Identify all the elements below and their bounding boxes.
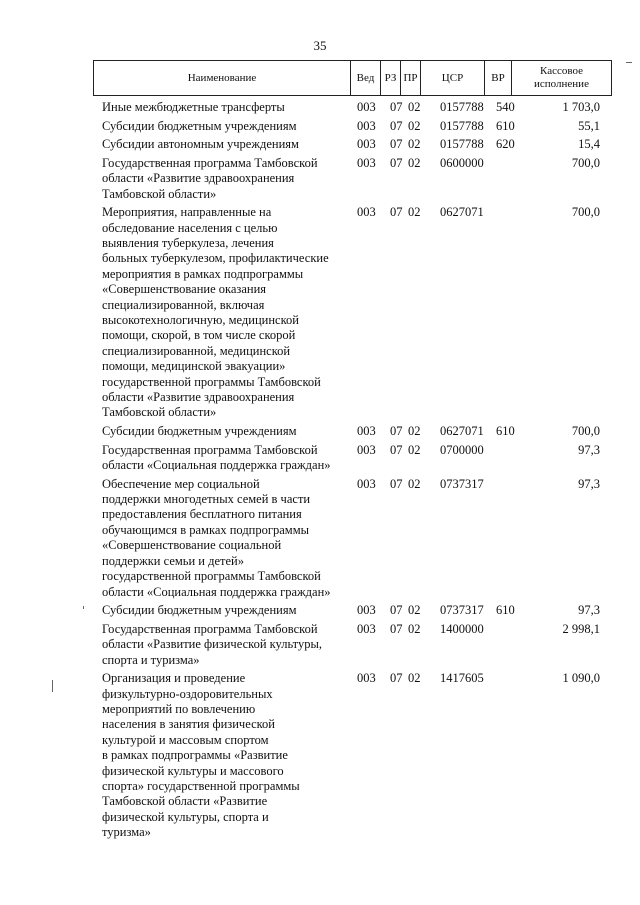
row-name-line: государственной программы Тамбовской — [102, 569, 321, 584]
row-vr: 620 — [496, 137, 515, 152]
row-name-line: помощи, медицинской эвакуации» — [102, 359, 286, 374]
row-cash: 97,3 — [578, 603, 600, 618]
row-name-line: спорта и туризма» — [102, 652, 200, 667]
row-pr: 02 — [408, 118, 421, 133]
row-vr: 610 — [496, 424, 515, 439]
row-name-line: Тамбовской области» — [102, 186, 217, 201]
row-cash: 1 703,0 — [562, 100, 600, 114]
row-name-line: области «Социальная поддержка граждан» — [102, 584, 331, 599]
table-row — [0, 137, 640, 152]
row-name-line: больных туберкулезом, профилактические — [102, 251, 329, 266]
table-row — [0, 156, 640, 202]
row-name-line: «Совершенствование оказания — [102, 282, 267, 297]
table-row — [0, 443, 640, 474]
row-name-line: мероприятия в рамках подпрограммы — [102, 266, 304, 281]
row-ved: 003 — [357, 603, 376, 618]
row-name — [102, 156, 357, 202]
row-name-line: в рамках подпрограммы «Развитие — [102, 748, 288, 763]
row-rz: 07 — [390, 118, 403, 133]
row-csr: 0600000 — [440, 155, 484, 170]
row-pr: 02 — [408, 155, 421, 170]
row-rz: 07 — [390, 476, 403, 491]
row-name-line: поддержки многодетных семей в части — [102, 492, 311, 507]
row-name-line: культурой и массовым спортом — [102, 732, 269, 747]
row-csr: 0737317 — [440, 476, 484, 491]
row-name-line: обследование населения с целью — [102, 220, 278, 235]
row-cash: 1 090,0 — [562, 671, 600, 686]
row-ved: 003 — [357, 671, 376, 686]
row-ved: 003 — [357, 621, 376, 636]
row-name-line: Мероприятия, направленные на — [102, 205, 272, 220]
column-header-vr: ВР — [485, 61, 512, 95]
row-pr: 02 — [408, 424, 421, 439]
row-ved: 003 — [357, 424, 376, 439]
row-name-line: Субсидии бюджетным учреждениям — [102, 118, 297, 133]
row-rz: 07 — [390, 205, 403, 220]
row-name-line: предоставления бесплатного питания — [102, 507, 302, 522]
row-csr: 0157788 — [440, 137, 484, 152]
row-name-line: поддержки семьи и детей» — [102, 553, 244, 568]
table-row — [0, 424, 640, 439]
row-rz: 07 — [390, 603, 403, 618]
row-name-line: населения в занятия физической — [102, 717, 275, 732]
page-number: 35 — [313, 38, 327, 53]
row-ved: 003 — [357, 100, 376, 114]
row-rz: 07 — [390, 671, 403, 686]
row-cash: 2 998,1 — [562, 621, 600, 636]
row-name-line: высокотехнологичную, медицинской — [102, 313, 299, 328]
row-name — [102, 622, 357, 668]
table-row — [0, 477, 640, 600]
row-vr: 610 — [496, 603, 515, 618]
row-name — [102, 137, 357, 152]
column-header-csr: ЦСР — [421, 61, 485, 95]
row-name-line: специализированной, включая — [102, 297, 265, 312]
row-pr: 02 — [408, 100, 421, 114]
table-row — [0, 671, 640, 840]
row-name-line: Тамбовской области» — [102, 405, 217, 420]
row-csr: 0157788 — [440, 118, 484, 133]
row-csr: 0627071 — [440, 205, 484, 220]
row-pr: 02 — [408, 671, 421, 686]
column-header-cash-line: Кассовое — [540, 65, 583, 77]
row-name-line: области «Развитие здравоохранения — [102, 171, 295, 186]
row-csr: 0700000 — [440, 442, 484, 457]
row-name — [102, 119, 357, 134]
row-name — [102, 671, 357, 840]
row-name — [102, 603, 357, 618]
row-rz: 07 — [390, 137, 403, 152]
column-header-rz: РЗ — [381, 61, 401, 95]
row-cash: 97,3 — [578, 476, 600, 491]
row-rz: 07 — [390, 155, 403, 170]
row-ved: 003 — [357, 442, 376, 457]
row-name — [102, 443, 357, 474]
row-ved: 003 — [357, 118, 376, 133]
row-vr: 610 — [496, 118, 515, 133]
table-row — [0, 119, 640, 134]
row-csr: 0157788 — [440, 100, 484, 114]
row-pr: 02 — [408, 621, 421, 636]
row-name-line: Тамбовской области «Развитие — [102, 794, 268, 809]
row-rz: 07 — [390, 100, 403, 114]
row-name-line: физической культуры и массового — [102, 763, 284, 778]
table-row — [0, 622, 640, 668]
row-pr: 02 — [408, 137, 421, 152]
row-name-line: области «Развитие физической культуры, — [102, 637, 323, 652]
row-name-line: Субсидии бюджетным учреждениям — [102, 424, 297, 439]
row-name-line: Обеспечение мер социальной — [102, 476, 260, 491]
row-name-line: обучающимся в рамках подпрограммы — [102, 522, 310, 537]
column-header-pr: ПР — [401, 61, 421, 95]
row-csr: 0737317 — [440, 603, 484, 618]
row-name-line: помощи, скорой, в том числе скорой — [102, 328, 296, 343]
row-cash: 97,3 — [578, 442, 600, 457]
row-ved: 003 — [357, 137, 376, 152]
row-rz: 07 — [390, 621, 403, 636]
row-rz: 07 — [390, 442, 403, 457]
row-name-line: специализированной, медицинской — [102, 343, 291, 358]
table-header — [93, 60, 612, 96]
row-name-line: области «Социальная поддержка граждан» — [102, 458, 331, 473]
row-name — [102, 100, 357, 115]
row-csr: 0627071 — [440, 424, 484, 439]
row-pr: 02 — [408, 603, 421, 618]
row-name-line: физической культуры, спорта и — [102, 809, 269, 824]
row-name — [102, 424, 357, 439]
column-header-name: Наименование — [94, 61, 351, 95]
row-name-line: Организация и проведение — [102, 671, 246, 686]
row-name-line: области «Развитие здравоохранения — [102, 390, 295, 405]
row-cash: 55,1 — [578, 118, 600, 133]
row-name-line: «Совершенствование социальной — [102, 538, 282, 553]
row-pr: 02 — [408, 476, 421, 491]
row-ved: 003 — [357, 476, 376, 491]
table-row — [0, 205, 640, 421]
row-ved: 003 — [357, 155, 376, 170]
row-name — [102, 477, 357, 600]
scan-mark — [52, 680, 53, 692]
row-cash: 700,0 — [571, 155, 600, 170]
column-header-cash-line: исполнение — [534, 78, 589, 90]
scan-mark — [83, 606, 84, 609]
column-header-cash — [512, 61, 611, 95]
row-cash: 15,4 — [578, 137, 600, 152]
row-name-line: Государственная программа Тамбовской — [102, 621, 318, 636]
row-ved: 003 — [357, 205, 376, 220]
row-name-line: туризма» — [102, 825, 151, 840]
row-name — [102, 205, 357, 421]
table-body — [0, 100, 640, 844]
row-name-line: физкультурно-оздоровительных — [102, 686, 273, 701]
row-name-line: Субсидии бюджетным учреждениям — [102, 603, 297, 618]
row-name-line: Субсидии автономным учреждениям — [102, 137, 299, 152]
row-pr: 02 — [408, 442, 421, 457]
row-name-line: спорта» государственной программы — [102, 778, 300, 793]
row-csr: 1417605 — [440, 671, 484, 686]
row-vr: 540 — [496, 100, 515, 114]
row-name-line: Государственная программа Тамбовской — [102, 155, 318, 170]
table-row — [0, 100, 640, 115]
scan-mark — [626, 62, 632, 63]
row-name-line: мероприятий по вовлечению — [102, 701, 256, 716]
row-cash: 700,0 — [571, 205, 600, 220]
row-csr: 1400000 — [440, 621, 484, 636]
row-name-line: выявления туберкулеза, лечения — [102, 236, 274, 250]
row-name-line: Иные межбюджетные трансферты — [102, 100, 285, 114]
row-name-line: Государственная программа Тамбовской — [102, 442, 318, 457]
row-name-line: государственной программы Тамбовской — [102, 374, 321, 389]
row-rz: 07 — [390, 424, 403, 439]
table-row — [0, 603, 640, 618]
column-header-ved: Вед — [351, 61, 381, 95]
row-pr: 02 — [408, 205, 421, 220]
row-cash: 700,0 — [571, 424, 600, 439]
